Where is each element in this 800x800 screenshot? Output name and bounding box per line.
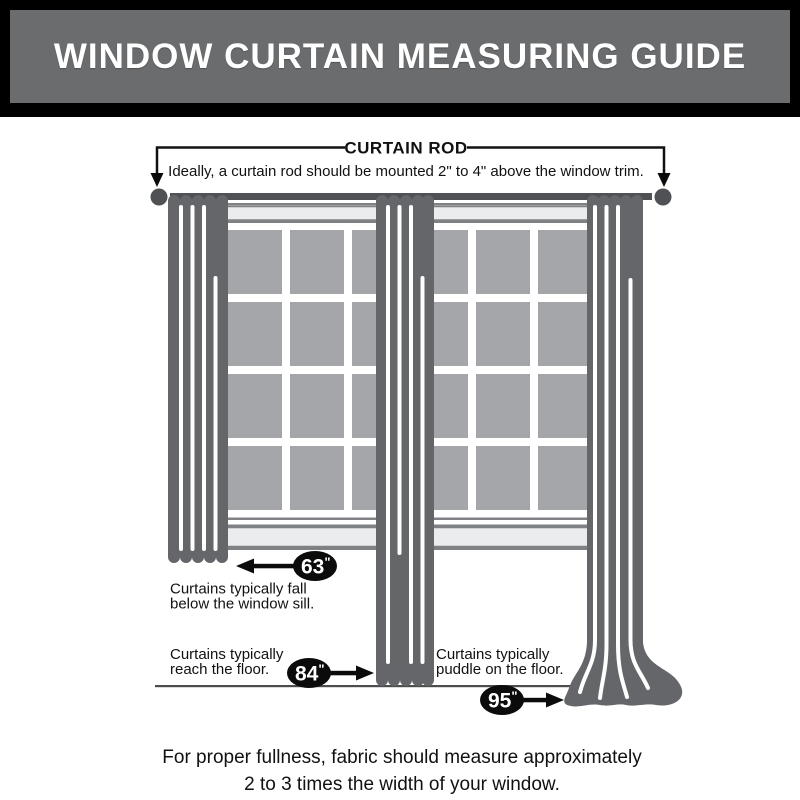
window-pane — [290, 230, 344, 294]
arrow-right-icon — [356, 666, 374, 681]
window-pane — [228, 374, 282, 438]
arrow-right-icon — [546, 693, 564, 708]
caption-95-line-1: Curtains typically — [436, 646, 550, 663]
badge-63-value: 63" — [301, 554, 331, 579]
measurement-84 — [170, 646, 374, 688]
rod-finial-right-icon — [655, 189, 672, 206]
curtain-panel-sill-length — [168, 195, 228, 563]
window-pane — [290, 374, 344, 438]
bracket-arrow-down-left-icon — [151, 173, 164, 187]
window-pane — [290, 302, 344, 366]
window-pane — [228, 446, 282, 510]
arrow-shaft — [330, 671, 360, 676]
window-pane — [476, 302, 530, 366]
window-pane — [476, 374, 530, 438]
arrow-shaft — [522, 698, 550, 703]
caption-63-line-1: Curtains typically fall — [170, 580, 307, 598]
caption-63-line-2: below the window sill. — [170, 595, 315, 613]
rod-mounting-note: Ideally, a curtain rod should be mounted 2" to 4" above the window trim. — [168, 163, 644, 180]
footer-note-line-2: 2 to 3 times the width of your window. — [244, 774, 560, 795]
arrow-shaft — [252, 564, 294, 569]
bracket-arrow-down-right-icon — [658, 173, 671, 187]
window-pane — [538, 446, 592, 510]
badge-84-value: 84" — [295, 661, 325, 686]
rod-finial-left-icon — [151, 189, 168, 206]
footer-note — [162, 747, 642, 795]
arrow-left-icon — [236, 559, 254, 574]
window-pane — [290, 446, 344, 510]
measurement-95 — [436, 646, 564, 715]
window-pane — [476, 446, 530, 510]
caption-84-line-1: Curtains typically — [170, 646, 284, 663]
window-pane — [538, 374, 592, 438]
curtain-rod-label: CURTAIN ROD — [344, 138, 468, 158]
caption-95-line-2: puddle on the floor. — [436, 661, 564, 678]
rod-callout-bracket — [151, 139, 671, 188]
window-pane — [538, 302, 592, 366]
window-pane — [476, 230, 530, 294]
window-pane — [538, 230, 592, 294]
caption-84-line-2: reach the floor. — [170, 661, 270, 678]
page-title: WINDOW CURTAIN MEASURING GUIDE — [53, 36, 747, 76]
window-pane — [228, 230, 282, 294]
curtain-panel-floor-length — [376, 195, 434, 686]
window-pane — [228, 302, 282, 366]
badge-95-value: 95" — [488, 688, 518, 713]
footer-note-line-1: For proper fullness, fabric should measure approximately — [162, 747, 642, 768]
